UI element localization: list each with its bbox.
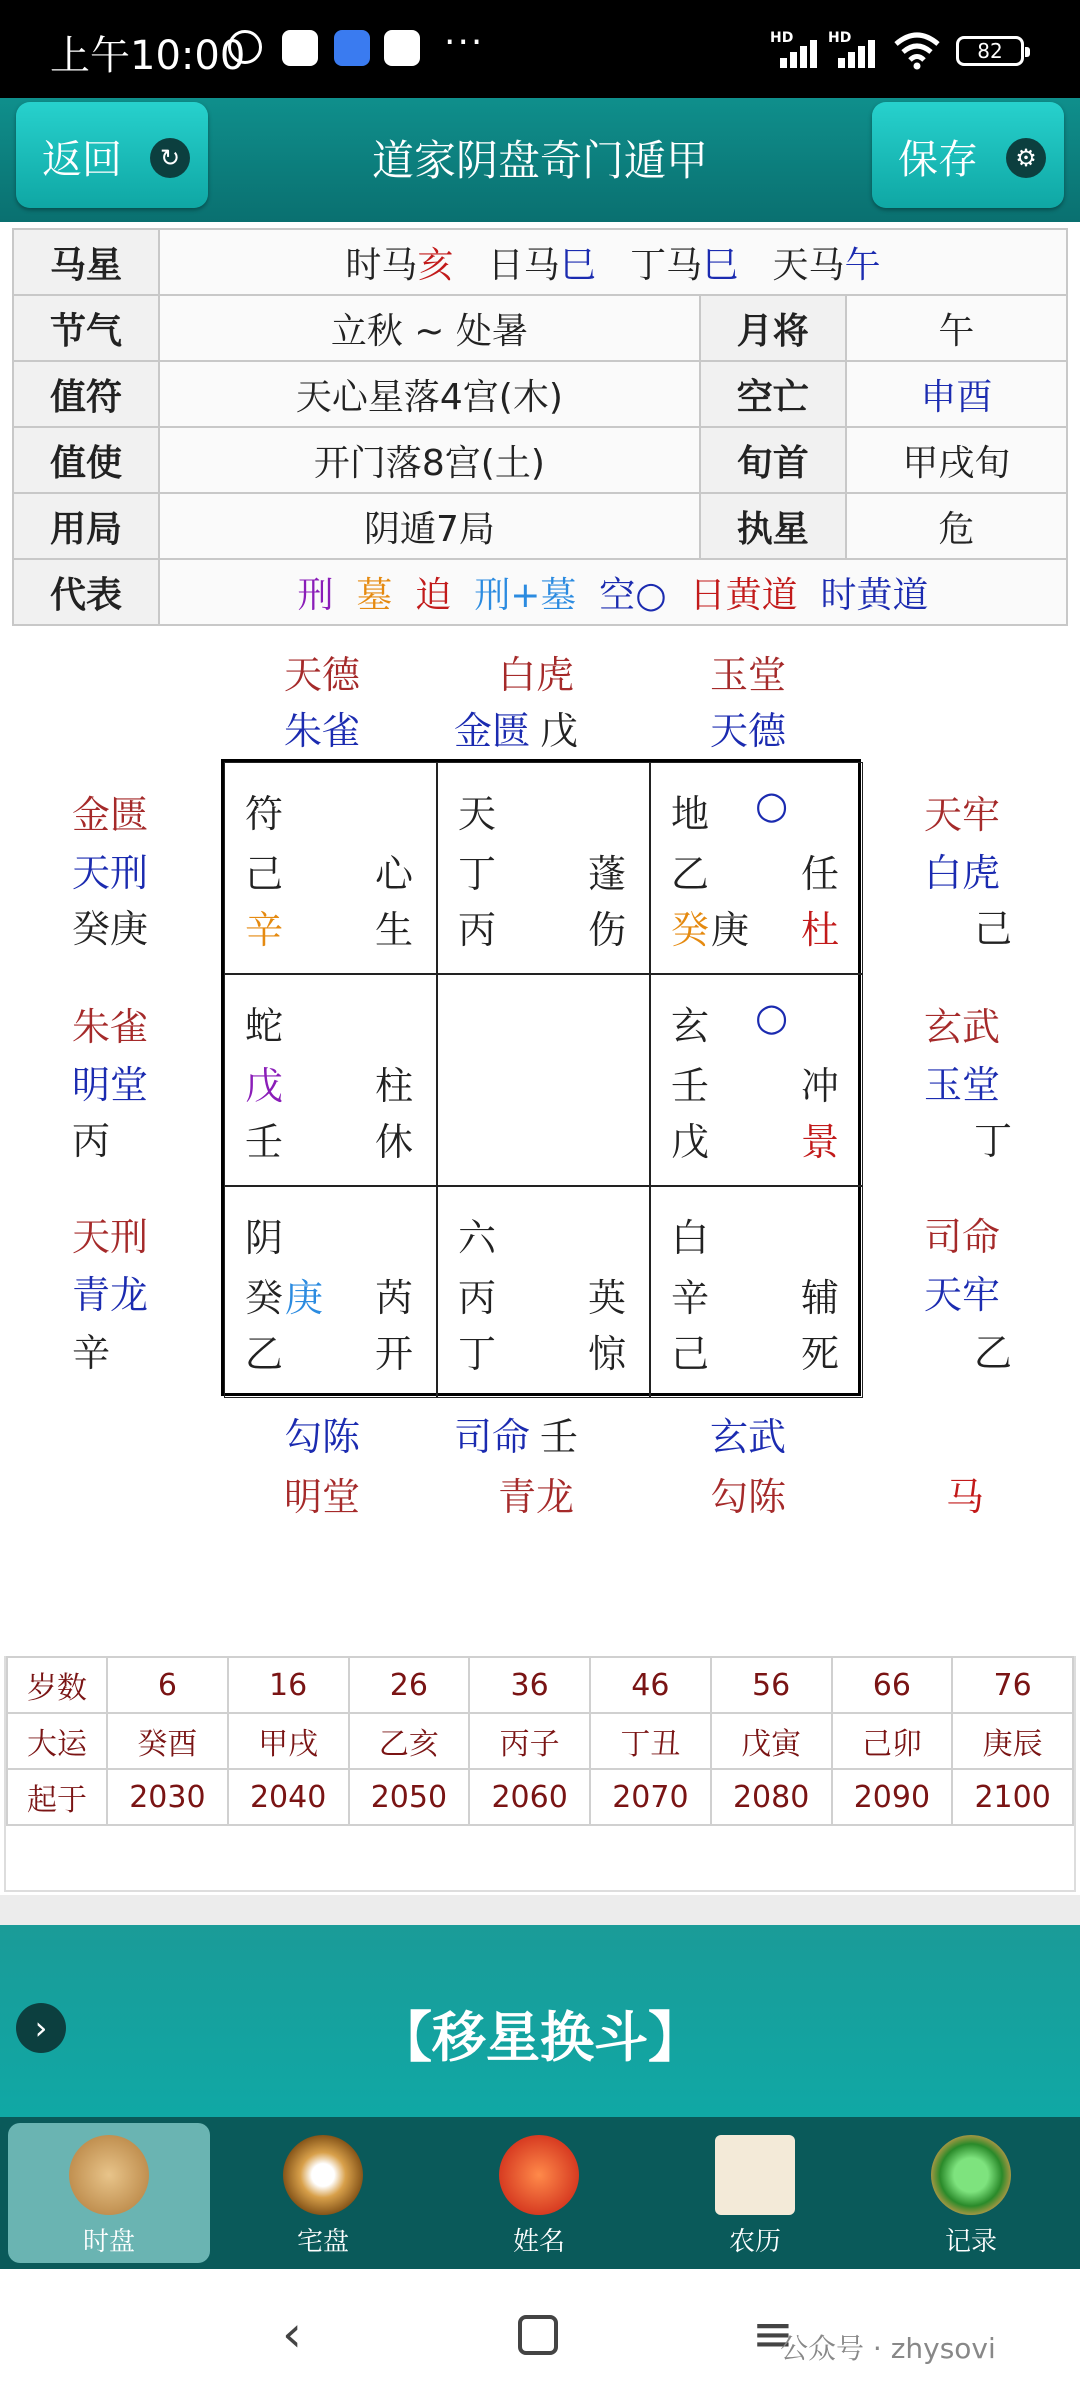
save-button[interactable] (872, 102, 1064, 208)
table-cell: 2040 (228, 1769, 349, 1825)
banner-text: 【移星换斗】 (378, 2006, 702, 2069)
table-cell: 36 (469, 1657, 590, 1713)
top-label: 天德 (284, 653, 361, 697)
left-label: 癸庚 (72, 907, 149, 951)
chevron-right-icon[interactable]: › (16, 2003, 66, 2053)
jieqi-value: 立秋 ~ 处暑 (159, 295, 700, 361)
table-cell: 丁丑 (590, 1713, 711, 1769)
table-cell: 丙子 (469, 1713, 590, 1769)
tab-xingming[interactable]: 姓名 (438, 2123, 640, 2263)
left-label: 天刑 (72, 851, 149, 895)
kongwang-label: 空亡 (700, 361, 846, 427)
table-cell: 癸酉 (107, 1713, 228, 1769)
table-cell: 庚辰 (952, 1713, 1073, 1769)
wifi-icon (892, 32, 942, 70)
app-icon (334, 30, 370, 66)
jade-ring-icon (931, 2135, 1011, 2215)
zhifu-label: 值符 (13, 361, 159, 427)
daibiao-legend: 刑 墓 迫 刑+墓 空○ 日黄道 时黄道 (159, 559, 1067, 625)
right-label: 己 (974, 907, 1013, 951)
zhishi-label: 值使 (13, 427, 159, 493)
dayun-header: 大运 (7, 1713, 107, 1769)
luopan-icon (283, 2135, 363, 2215)
table-cell: 乙亥 (349, 1713, 470, 1769)
horse-label: 马 (946, 1475, 985, 1519)
palace-cell: 六 丙 英 丁 惊 (437, 1186, 650, 1398)
table-cell: 66 (832, 1657, 953, 1713)
bottom-label: 司命 (454, 1415, 531, 1459)
table-cell: 46 (590, 1657, 711, 1713)
taiji-icon (499, 2135, 579, 2215)
top-label: 天德 (710, 709, 787, 753)
palace-grid (221, 759, 861, 1396)
table-cell: 2050 (349, 1769, 470, 1825)
signal-icon-1 (780, 38, 826, 68)
left-label: 辛 (72, 1331, 111, 1375)
left-label: 青龙 (72, 1273, 149, 1317)
tab-bar (0, 2117, 1080, 2269)
right-label: 白虎 (924, 851, 1001, 895)
right-label: 玄武 (924, 1005, 1001, 1049)
table-cell: 76 (952, 1657, 1073, 1713)
signal-icon-2 (838, 38, 884, 68)
zhishi-value: 开门落8宫(土) (159, 427, 700, 493)
jieqi-label: 节气 (13, 295, 159, 361)
right-label: 丁 (974, 1119, 1013, 1163)
battery-icon: 82 (956, 36, 1024, 66)
page-title: 道家阴盘奇门遁甲 (371, 136, 708, 185)
tab-jilu[interactable]: 记录 (870, 2123, 1072, 2263)
palace-cell: 蛇 戊 柱 壬 休 (224, 974, 437, 1186)
table-cell: 2090 (832, 1769, 953, 1825)
video-icon (384, 30, 420, 66)
mastar-label: 马星 (13, 229, 159, 295)
left-label: 丙 (72, 1119, 111, 1163)
bottom-label: 玄武 (710, 1415, 787, 1459)
palace-cell: 白 辛 辅 己 死 (650, 1186, 863, 1398)
watermark: 公众号 · zhysovi (780, 2332, 996, 2365)
age-header: 岁数 (7, 1657, 107, 1713)
kongwang-value: 申酉 (846, 361, 1067, 427)
table-cell: 6 (107, 1657, 228, 1713)
right-label: 天牢 (924, 1273, 1001, 1317)
palace-cell: 符 己 心 辛 生 (224, 762, 437, 974)
right-label: 玉堂 (924, 1063, 1001, 1107)
table-cell: 2080 (711, 1769, 832, 1825)
yongju-value: 阴遁7局 (159, 493, 700, 559)
back-nav-icon[interactable]: ‹ (282, 2305, 302, 2363)
yuejiang-value: 午 (846, 295, 1067, 361)
left-label: 明堂 (72, 1063, 149, 1107)
app-header (0, 98, 1080, 222)
right-label: 天牢 (924, 793, 1001, 837)
calendar-icon (715, 2135, 795, 2215)
table-cell: 56 (711, 1657, 832, 1713)
yongju-label: 用局 (13, 493, 159, 559)
right-label: 司命 (924, 1215, 1001, 1259)
qq-icon (282, 30, 318, 66)
table-cell: 26 (349, 1657, 470, 1713)
palace-cell: 阴 癸 庚 芮 乙 开 (224, 1186, 437, 1398)
table-cell: 2030 (107, 1769, 228, 1825)
left-label: 朱雀 (72, 1005, 149, 1049)
left-label: 金匮 (72, 793, 149, 837)
status-time: 上午10:00 (50, 33, 246, 79)
xunshou-label: 旬首 (700, 427, 846, 493)
tab-shipan[interactable]: 时盘 (8, 2123, 210, 2263)
tab-zhaipan[interactable]: 宅盘 (222, 2123, 424, 2263)
hd-label-2: HD (828, 30, 852, 46)
alarm-icon (228, 30, 262, 64)
bottom-label: 青龙 (498, 1475, 575, 1519)
table-cell: 甲戌 (228, 1713, 349, 1769)
top-label: 白虎 (498, 653, 575, 697)
info-table (12, 228, 1068, 626)
system-nav-bar (0, 2269, 1080, 2400)
start-header: 起于 (7, 1769, 107, 1825)
bottom-label: 明堂 (284, 1475, 361, 1519)
zhifu-value: 天心星落4宫(木) (159, 361, 700, 427)
yixing-banner[interactable] (0, 1925, 1080, 2117)
table-cell: 2060 (469, 1769, 590, 1825)
top-label: 玉堂 (710, 653, 787, 697)
table-cell: 2100 (952, 1769, 1073, 1825)
menu-nav-icon[interactable]: ≡ (752, 2305, 794, 2363)
palace-cell-center (437, 974, 650, 1186)
kong-mark: ○ (755, 995, 789, 1039)
yuejiang-label: 月将 (700, 295, 846, 361)
back-label: 返回 (42, 137, 122, 183)
zhixing-label: 执星 (700, 493, 846, 559)
bottom-label: 勾陈 (284, 1415, 361, 1459)
arrow-icon: ↻ (150, 138, 190, 178)
palace-cell: 天 丁 蓬 丙 伤 (437, 762, 650, 974)
status-bar (0, 0, 1080, 98)
dayun-table (6, 1656, 1074, 1826)
tab-nongli[interactable]: 农历 (654, 2123, 856, 2263)
left-label: 天刑 (72, 1215, 149, 1259)
compass-icon (69, 2135, 149, 2215)
top-label: 金匮 (454, 709, 531, 753)
daibiao-label: 代表 (13, 559, 159, 625)
table-cell: 己卯 (832, 1713, 953, 1769)
xunshou-value: 甲戌旬 (846, 427, 1067, 493)
zhixing-value: 危 (846, 493, 1067, 559)
bottom-label: 勾陈 (710, 1475, 787, 1519)
palace-cell: 玄 ○ 壬 冲 戊 景 (650, 974, 863, 1186)
bottom-label: 壬 (540, 1415, 579, 1459)
mastar-value: 时马亥 日马巳 丁马巳 天马午 (159, 229, 1067, 295)
kong-mark: ○ (755, 783, 789, 827)
top-label: 戊 (540, 709, 579, 753)
palace-cell: 地 ○ 乙 任 癸 庚 杜 (650, 762, 863, 974)
save-label: 保存 (898, 137, 978, 183)
more-notifications: ··· (444, 22, 485, 63)
top-label: 朱雀 (284, 709, 361, 753)
table-cell: 2070 (590, 1769, 711, 1825)
home-nav-icon[interactable] (518, 2315, 558, 2355)
hd-label-1: HD (770, 30, 794, 46)
table-cell: 戊寅 (711, 1713, 832, 1769)
right-label: 乙 (974, 1331, 1013, 1375)
table-cell: 16 (228, 1657, 349, 1713)
gear-icon: ⚙ (1006, 138, 1046, 178)
